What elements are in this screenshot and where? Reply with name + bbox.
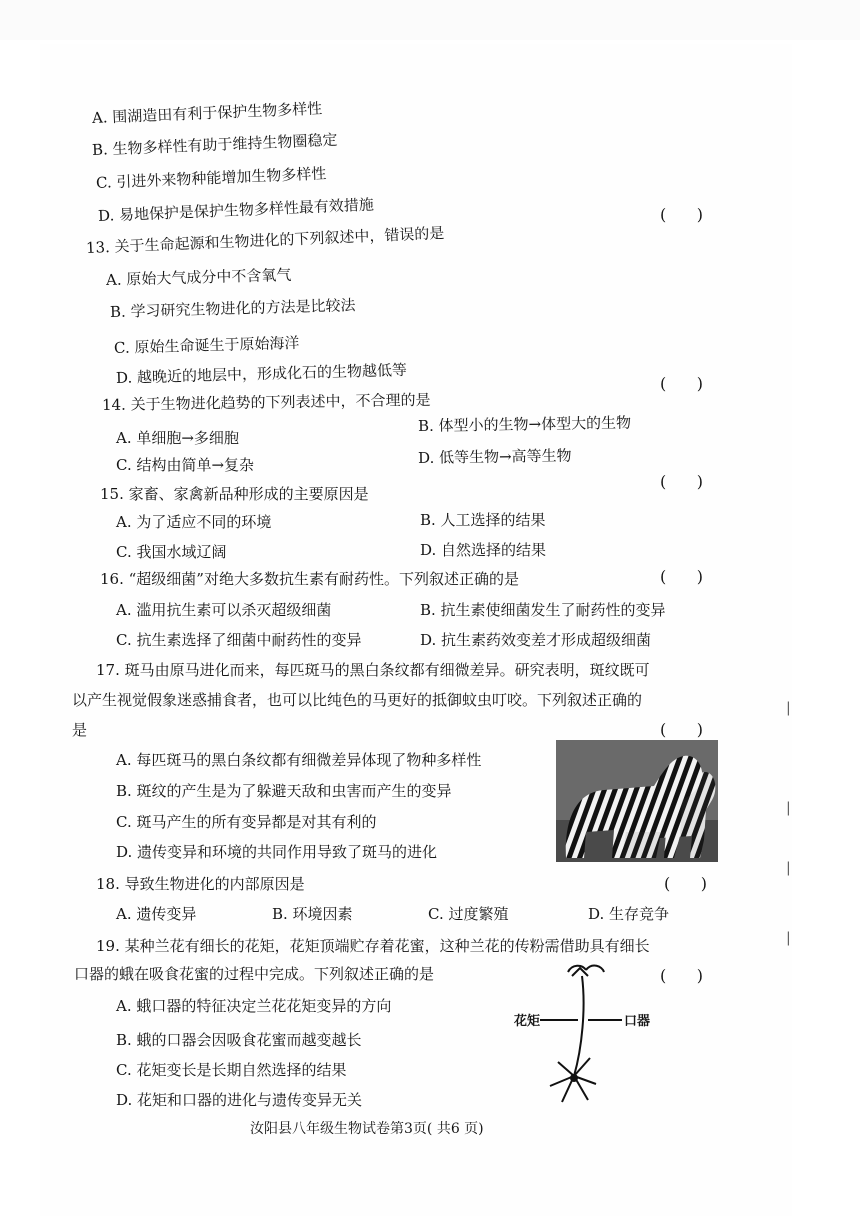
q18-answer-bracket[interactable]: ( ) bbox=[664, 874, 707, 893]
q15-option-d: D. 自然选择的结果 bbox=[420, 541, 547, 559]
q17-stem-line-3: 是 bbox=[72, 721, 88, 739]
spur-label: 花矩 bbox=[514, 1014, 541, 1029]
q17-option-c: C. 斑马产生的所有变异都是对其有利的 bbox=[116, 813, 377, 831]
q13-option-d: D. 越晚近的地层中，形成化石的生物越低等 bbox=[115, 360, 408, 387]
q19-option-a: A. 蛾口器的特征决定兰花花矩变异的方向 bbox=[116, 997, 392, 1015]
q19-option-d: D. 花矩和口器的进化与遗传变异无关 bbox=[116, 1091, 363, 1109]
q13-option-b: B. 学习研究生物进化的方法是比较法 bbox=[109, 296, 356, 321]
scan-top-margin bbox=[0, 0, 860, 40]
q17-stem-line-2: 以产生视觉假象迷惑捕食者，也可以比纯色的马更好的抵御蚊虫叮咬。下列叙述正确的 bbox=[72, 691, 643, 709]
q18-option-c: C. 过度繁殖 bbox=[428, 905, 509, 923]
q17-answer-bracket[interactable]: ( ) bbox=[660, 720, 703, 739]
q12-option-d: D. 易地保护是保护生物多样性最有效措施 bbox=[97, 195, 375, 225]
q14-option-a: A. 单细胞→多细胞 bbox=[116, 429, 239, 447]
q16-option-d: D. 抗生素药效变差才形成超级细菌 bbox=[420, 631, 652, 649]
q15-answer-bracket[interactable]: ( ) bbox=[660, 472, 703, 491]
orchid-figure bbox=[510, 958, 670, 1108]
q15-option-b: B. 人工选择的结果 bbox=[420, 511, 546, 529]
mouthpart-label: 口器 bbox=[624, 1014, 651, 1029]
q14-option-c: C. 结构由简单→复杂 bbox=[116, 456, 255, 474]
q17-stem-line-1: 17. 斑马由原马进化而来，每匹斑马的黑白条纹都有细微差异。研究表明，斑纹既可 bbox=[96, 661, 650, 679]
q14-stem: 14. 关于生物进化趋势的下列表述中，不合理的是 bbox=[101, 390, 431, 414]
q16-option-b: B. 抗生素使细菌发生了耐药性的变异 bbox=[420, 601, 666, 619]
q17-option-b: B. 斑纹的产生是为了躲避天敌和虫害而产生的变异 bbox=[116, 782, 452, 800]
q16-answer-bracket[interactable]: ( ) bbox=[660, 567, 703, 586]
q19-stem-line-2: 口器的蛾在吸食花蜜的过程中完成。下列叙述正确的是 bbox=[74, 965, 435, 983]
q17-option-d: D. 遗传变异和环境的共同作用导致了斑马的进化 bbox=[116, 843, 438, 861]
q19-answer-bracket[interactable]: ( ) bbox=[660, 966, 703, 985]
q13-option-a: A. 原始大气成分中不含氧气 bbox=[105, 265, 292, 289]
q13-stem: 13. 关于生命起源和生物进化的下列叙述中，错误的是 bbox=[85, 223, 445, 257]
q12-option-c: C. 引进外来物种能增加生物多样性 bbox=[95, 164, 327, 192]
q14-option-d: D. 低等生物→高等生物 bbox=[417, 446, 572, 467]
q15-option-a: A. 为了适应不同的环境 bbox=[116, 513, 272, 531]
scan-edge-marks: | | | | bbox=[786, 700, 791, 946]
q19-stem-line-1: 19. 某种兰花有细长的花矩，花矩顶端贮存着花蜜，这种兰花的传粉需借助具有细长 bbox=[96, 937, 650, 955]
zebra-photo bbox=[556, 740, 718, 862]
q15-stem: 15. 家畜、家禽新品种形成的主要原因是 bbox=[100, 485, 369, 503]
q16-option-a: A. 滥用抗生素可以杀灭超级细菌 bbox=[116, 601, 332, 619]
q19-option-b: B. 蛾的口器会因吸食花蜜而越变越长 bbox=[116, 1031, 362, 1049]
q13-answer-bracket[interactable]: ( ) bbox=[660, 374, 703, 393]
q18-stem: 18. 导致生物进化的内部原因是 bbox=[96, 875, 305, 893]
q12-option-b: B. 生物多样性有助于维持生物圈稳定 bbox=[91, 130, 338, 159]
q15-option-c: C. 我国水域辽阔 bbox=[116, 543, 227, 561]
q18-option-a: A. 遗传变异 bbox=[116, 905, 197, 923]
q16-option-c: C. 抗生素选择了细菌中耐药性的变异 bbox=[116, 631, 362, 649]
q12-option-a: A. 围湖造田有利于保护生物多样性 bbox=[91, 99, 323, 127]
q13-option-c: C. 原始生命诞生于原始海洋 bbox=[113, 333, 300, 357]
q18-option-b: B. 环境因素 bbox=[272, 905, 353, 923]
q12-answer-bracket[interactable]: ( ) bbox=[660, 205, 703, 224]
page-footer: 汝阳县八年级生物试卷第3页( 共6 页) bbox=[250, 1121, 484, 1137]
q14-option-b: B. 体型小的生物→体型大的生物 bbox=[417, 413, 632, 435]
q19-option-c: C. 花矩变长是长期自然选择的结果 bbox=[116, 1061, 347, 1079]
q17-option-a: A. 每匹斑马的黑白条纹都有细微差异体现了物种多样性 bbox=[116, 751, 482, 769]
q16-stem: 16. “超级细菌”对绝大多数抗生素有耐药性。下列叙述正确的是 bbox=[100, 570, 519, 588]
q18-option-d: D. 生存竞争 bbox=[588, 905, 670, 923]
